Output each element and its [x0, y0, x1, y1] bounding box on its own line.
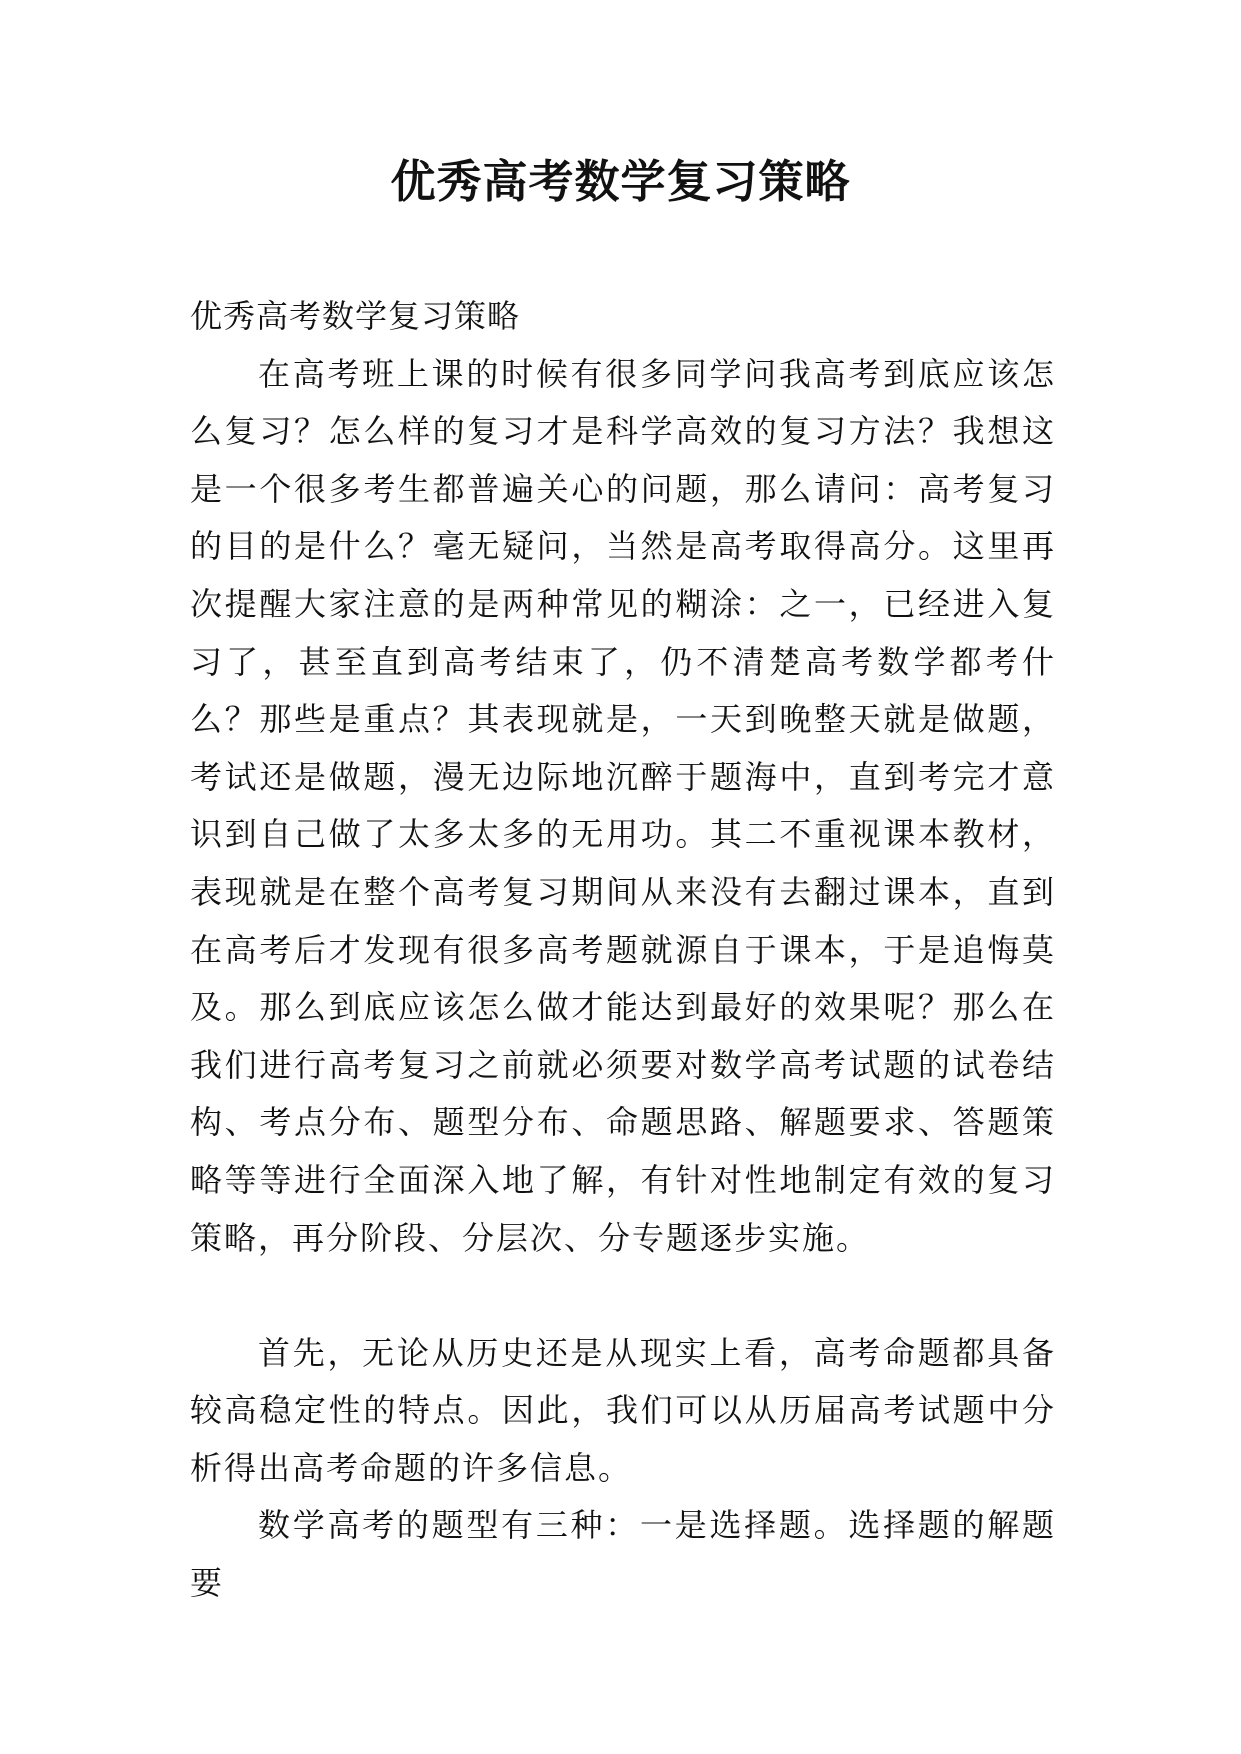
paragraph-intro: 在高考班上课的时候有很多同学问我高考到底应该怎么复习？怎么样的复习才是科学高效的复习方法？我想这是一个很多考生都普遍关心的问题，那么请问：高考复习的目的是什么？毫无疑问，当然是高考取得高分。这里再次提醒大家注意的是两种常见的糊涂：之一，已经进入复习了，甚至直到高考结束了，仍不清楚高考数学都考什么？那些是重点？其表现就是，一天到晚整天就是做题，考试还是做题，漫无边际地沉醉于题海中，直到考完才意识到自己做了太多太多的无用功。其二不重视课本教材，表现就是在整个高考复习期间从来没有去翻过课本，直到在高考后才发现有很多高考题就源自于课本，于是追悔莫及。那么到底应该怎么做才能达到最好的效果呢？那么在我们进行高考复习之前就必须要对数学高考试题的试卷结构、考点分布、题型分布、命题思路、解题要求、答题策略等等进行全面深入地了解，有针对性地制定有效的复习策略，再分阶段、分层次、分专题逐步实施。 [190, 354, 1056, 1257]
document-body [190, 288, 1056, 1613]
document-subtitle: 优秀高考数学复习策略 [190, 297, 521, 335]
document-title: 优秀高考数学复习策略 [390, 155, 851, 208]
paragraph-question-types: 数学高考的题型有三种：一是选择题。选择题的解题要 [190, 1506, 1056, 1603]
paragraph-first: 首先，无论从历史还是从现实上看，高考命题都具备较高稳定性的特点。因此，我们可以从历届高考试题中分析得出高考命题的许多信息。 [190, 1333, 1056, 1487]
